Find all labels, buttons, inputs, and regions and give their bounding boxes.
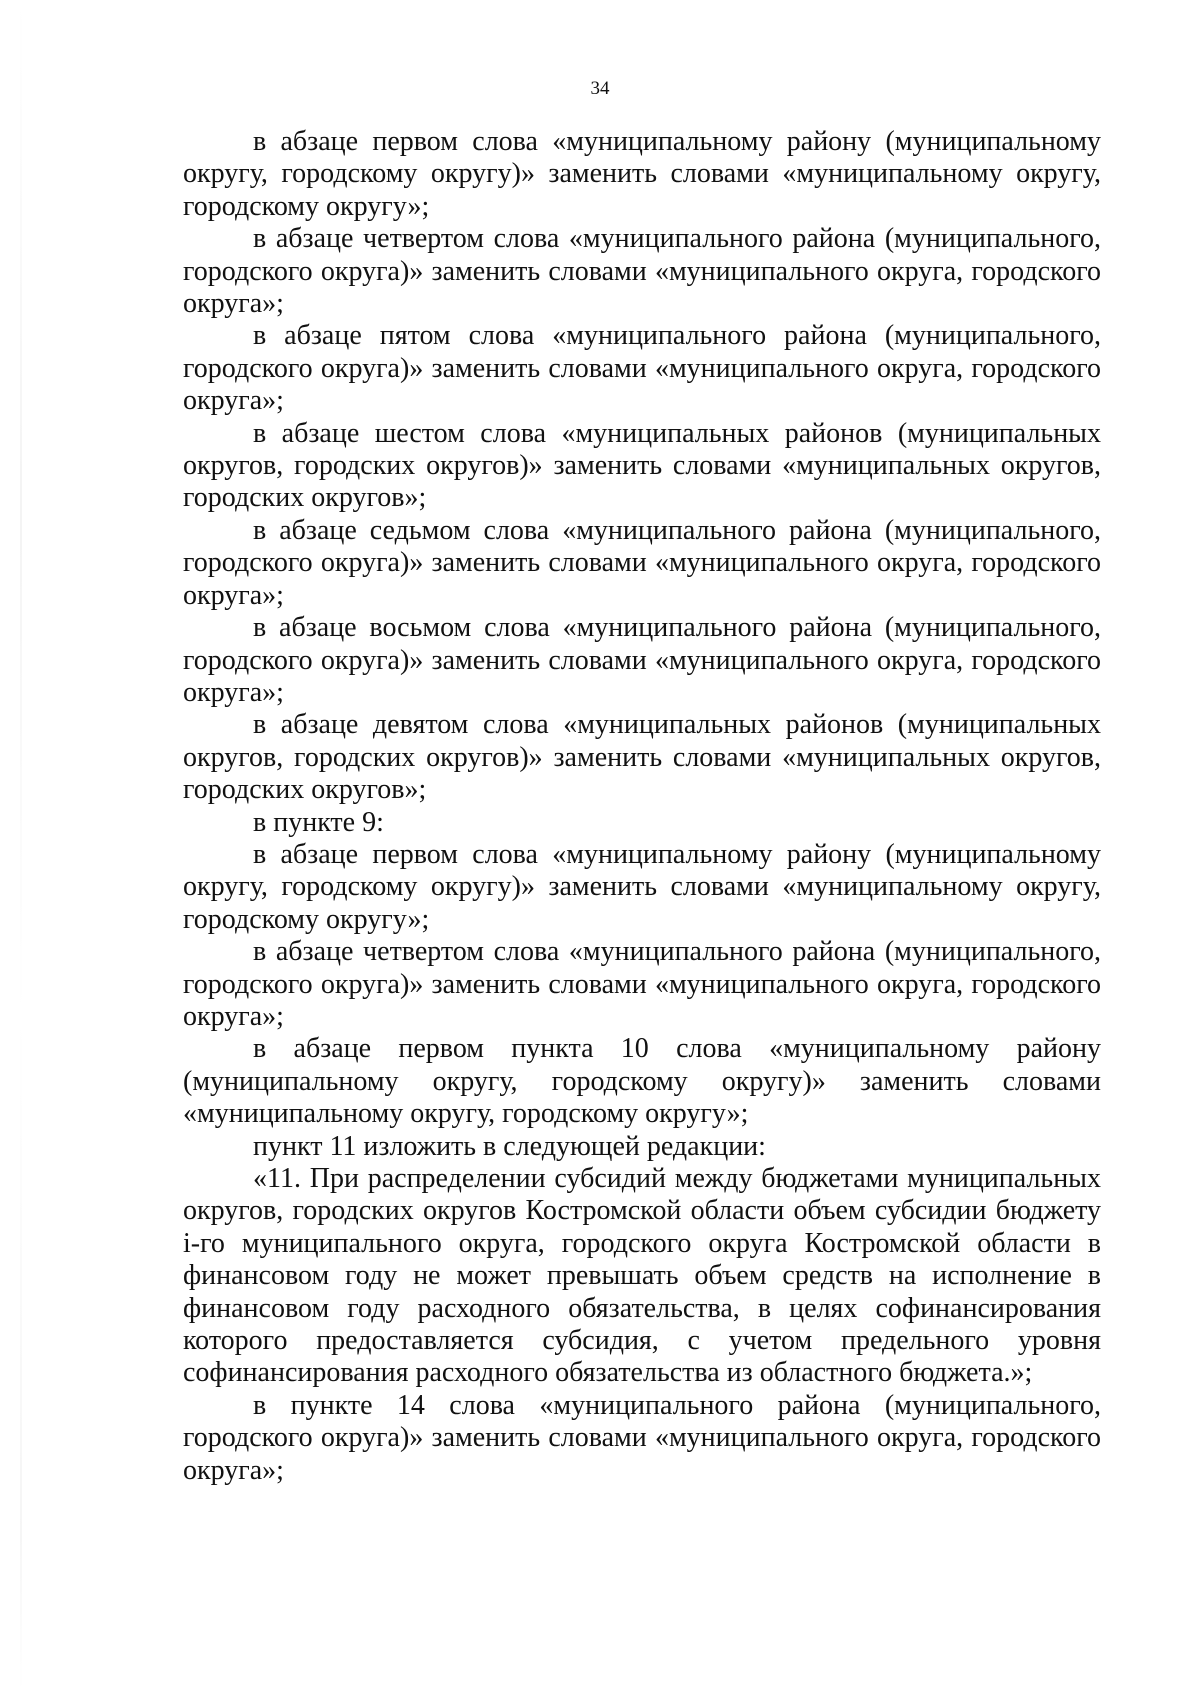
scan-edge-mark [20,0,22,1692]
paragraph-13: «11. При распределении субсидий между бюджетами муниципальных округов, городских округов Костромской области объем субсидии бюджету i-го муниципального округа, городского округа Костромской области в финансовом году не может превышать объем средств на исполнение в финансовом году расходного обязательства, в целях софинансирования которого предоставляется субсидия, с учетом предельного уровня софинансирования расходного обязательства из областного бюджета.»; [183,1163,1101,1389]
paragraph-2: в абзаце четвертом слова «муниципального района (муниципального, городского округа)» заменить словами «муниципального округа, городского округа»; [183,223,1101,320]
paragraph-14: в пункте 14 слова «муниципального района (муниципального, городского округа)» заменить словами «муниципального округа, городского округа»; [183,1389,1101,1486]
paragraph-12: пункт 11 изложить в следующей редакции: [253,1130,766,1162]
paragraph-6: в абзаце восьмом слова «муниципального района (муниципального, городского округа)» заменить словами «муниципального округа, городского округа»; [183,612,1101,708]
paragraph-11: в абзаце первом пункта 10 слова «муниципальному району (муниципальному округу, городскому округу)» заменить словами «муниципальному округу, городскому округу»; [183,1033,1101,1130]
document-body [183,126,1101,1487]
paragraph-7: в абзаце девятом слова «муниципальных районов (муниципальных округов, городских округов)» заменить словами «муниципальных округов, городских округов»; [183,709,1101,806]
paragraph-9: в абзаце первом слова «муниципальному району (муниципальному округу, городскому округу)» заменить словами «муниципальному округу, городскому округу»; [183,838,1101,935]
paragraph-8: в пункте 9: [253,806,384,838]
paragraph-4: в абзаце шестом слова «муниципальных районов (муниципальных округов, городских округов)» заменить словами «муниципальных округов, городских округов»; [183,417,1101,514]
paragraph-5: в абзаце седьмом слова «муниципального района (муниципального, городского округа)» заменить словами «муниципального округа, городского округа»; [183,514,1101,611]
paragraph-10: в абзаце четвертом слова «муниципального района (муниципального, городского округа)» заменить словами «муниципального округа, городского округа»; [183,936,1101,1032]
page-number: 34 [590,78,610,99]
paragraph-3: в абзаце пятом слова «муниципального района (муниципального, городского округа)» заменить словами «муниципального округа, городского округа»; [183,320,1101,417]
paragraph-1: в абзаце первом слова «муниципальному району (муниципальному округу, городскому округу)» заменить словами «муниципальному округу, городскому округу»; [183,126,1101,222]
